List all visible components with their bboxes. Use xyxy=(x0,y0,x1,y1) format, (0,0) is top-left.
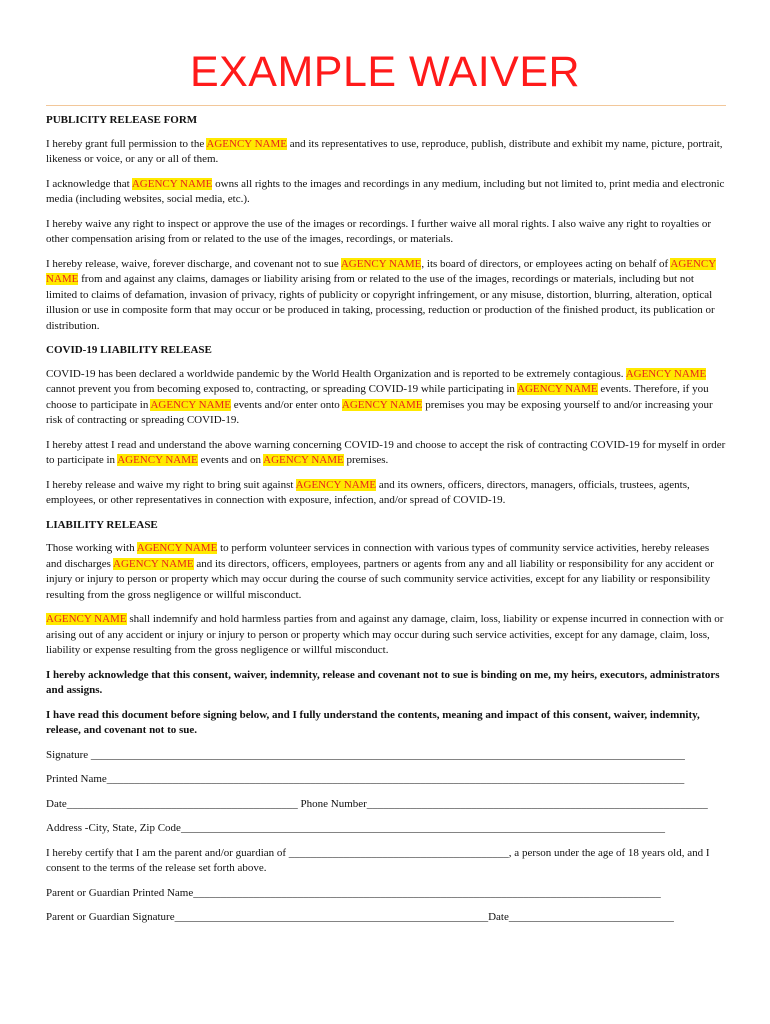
covid-paragraph-3: I hereby release and waive my right to bring suit against AGENCY NAME and its owners, officers, directors, managers, officials, trustees, agents, employees, or other representatives in connection with exposure, infection, and/or spread of COVID-19. xyxy=(46,478,690,506)
covid-paragraph-2: I hereby attest I read and understand the above warning concerning COVID-19 and choose to accept the risk of contracting COVID-19 for myself in order to participate in AGENCY NAME events and on AGENCY NAME premises. xyxy=(46,438,726,466)
publicity-paragraph-4: I hereby release, waive, forever discharge, and covenant not to sue AGENCY NAME, its board of directors, or employees acting on behalf of AGENCY NAME from and against any claims, damages or liability arising from or related to the use of the images, recordings or materials, including but not limited to claims of defamation, invasion of privacy, rights of publicity or copyright infringement, or any misuse, distortion, blurring, alteration, optical illusion or use in composite form that may occur or be produced in taking, processing, reduction or production of the finished product, its publication or distribution. xyxy=(46,257,717,332)
guardian-printed-name-field[interactable]: Parent or Guardian Printed Name_____________________________________________________________________________________ xyxy=(46,886,661,899)
publicity-heading: PUBLICITY RELEASE FORM xyxy=(46,114,198,126)
agency-name-placeholder: AGENCY NAME xyxy=(117,454,198,466)
title-divider xyxy=(46,105,726,106)
agency-name-placeholder: AGENCY NAME xyxy=(517,383,598,395)
acknowledgement-statement: I hereby acknowledge that this consent, waiver, indemnity, release and covenant not to sue is binding on me, my heirs, executors, administrators and assigns. xyxy=(46,668,720,696)
read-understand-statement: I have read this document before signing below, and I fully understand the contents, meaning and impact of this consent, waiver, indemnity, release, and covenant not to sue. xyxy=(46,708,700,736)
guardian-signature-date-field[interactable]: Parent or Guardian Signature_________________________________________________________Date______________________________ xyxy=(46,911,674,923)
agency-name-placeholder: AGENCY NAME xyxy=(136,542,218,554)
agency-name-placeholder: AGENCY NAME xyxy=(340,257,422,270)
liability-heading: LIABILITY RELEASE xyxy=(46,518,158,531)
agency-name-placeholder: AGENCY NAME xyxy=(46,257,717,285)
covid-paragraph-1: COVID-19 has been declared a worldwide pandemic by the World Health Organization and is reported to be extremely contagious. AGENCY NAME cannot prevent you from becoming exposed to, contracting, or spreading COVID-19 while participating in AGENCY NAME events. Therefore, if you choose to participate in AGENCY NAME events and/or enter onto AGENCY NAME premises you may be exposing yourself to and/or increasing your risk of contracting or spreading COVID-19. xyxy=(46,367,713,426)
publicity-paragraph-2: I acknowledge that AGENCY NAME owns all rights to the images and recordings in any medium, including but not limited to, print media and electronic media (including websites, social media, etc.). xyxy=(46,177,725,205)
document-title: EXAMPLE WAIVER xyxy=(189,48,581,96)
document-body xyxy=(46,113,726,935)
agency-name-placeholder: AGENCY NAME xyxy=(46,613,127,625)
address-field[interactable]: Address -City, State, Zip Code________________________________________________________________________________________ xyxy=(46,822,665,834)
printed-name-field[interactable]: Printed Name_________________________________________________________________________________________________________ xyxy=(46,773,685,785)
agency-name-placeholder: AGENCY NAME xyxy=(150,398,232,411)
signature-field[interactable]: Signature ____________________________________________________________________________________________________________ xyxy=(46,748,685,761)
agency-name-placeholder: AGENCY NAME xyxy=(295,478,377,491)
agency-name-placeholder: AGENCY NAME xyxy=(263,454,344,466)
liability-paragraph-1: Those working with AGENCY NAME to perform volunteer services in connection with various types of community service activities, hereby releases and discharges AGENCY NAME and its directors, officers, employees, partners or agents from any and all liability or responsibility for any accident or injury or injury to person or property which may occur during the course of such community service activities, except for any liability or responsibility resulting from the gross negligence or willful misconduct. xyxy=(46,542,714,601)
agency-name-placeholder: AGENCY NAME xyxy=(625,367,707,380)
agency-name-placeholder: AGENCY NAME xyxy=(206,137,287,150)
publicity-paragraph-1: I hereby grant full permission to the AGENCY NAME and its representatives to use, reproduce, publish, distribute and exhibit my name, picture, portrait, likeness or voice, or any or all of them. xyxy=(46,137,723,165)
agency-name-placeholder: AGENCY NAME xyxy=(341,398,423,411)
date-phone-field[interactable]: Date__________________________________________ Phone Number______________________________________________________________ xyxy=(46,797,708,810)
agency-name-placeholder: AGENCY NAME xyxy=(131,177,213,190)
covid-heading: COVID-19 LIABILITY RELEASE xyxy=(46,344,212,356)
publicity-paragraph-3: I hereby waive any right to inspect or approve the use of the images or recordings. I further waive all moral rights. I also waive any right to royalties or other compensation arising from or related to the use of the images, recordings, or materials. xyxy=(46,217,711,245)
liability-paragraph-2: AGENCY NAME shall indemnify and hold harmless parties from and against any damage, claim, loss, liability or expense incurred in connection with or arising out of any accident or injury or injury to person or property which may occur during such service activities, except for any damage, claim, loss, liability or expense resulting from the gross negligence or willful misconduct. xyxy=(46,613,724,656)
agency-name-placeholder: AGENCY NAME xyxy=(113,557,194,570)
guardian-certification[interactable]: I hereby certify that I am the parent and/or guardian of ________________________________________, a person under the age of 18 years old, and I consent to the terms of the release set forth above. xyxy=(46,846,710,874)
